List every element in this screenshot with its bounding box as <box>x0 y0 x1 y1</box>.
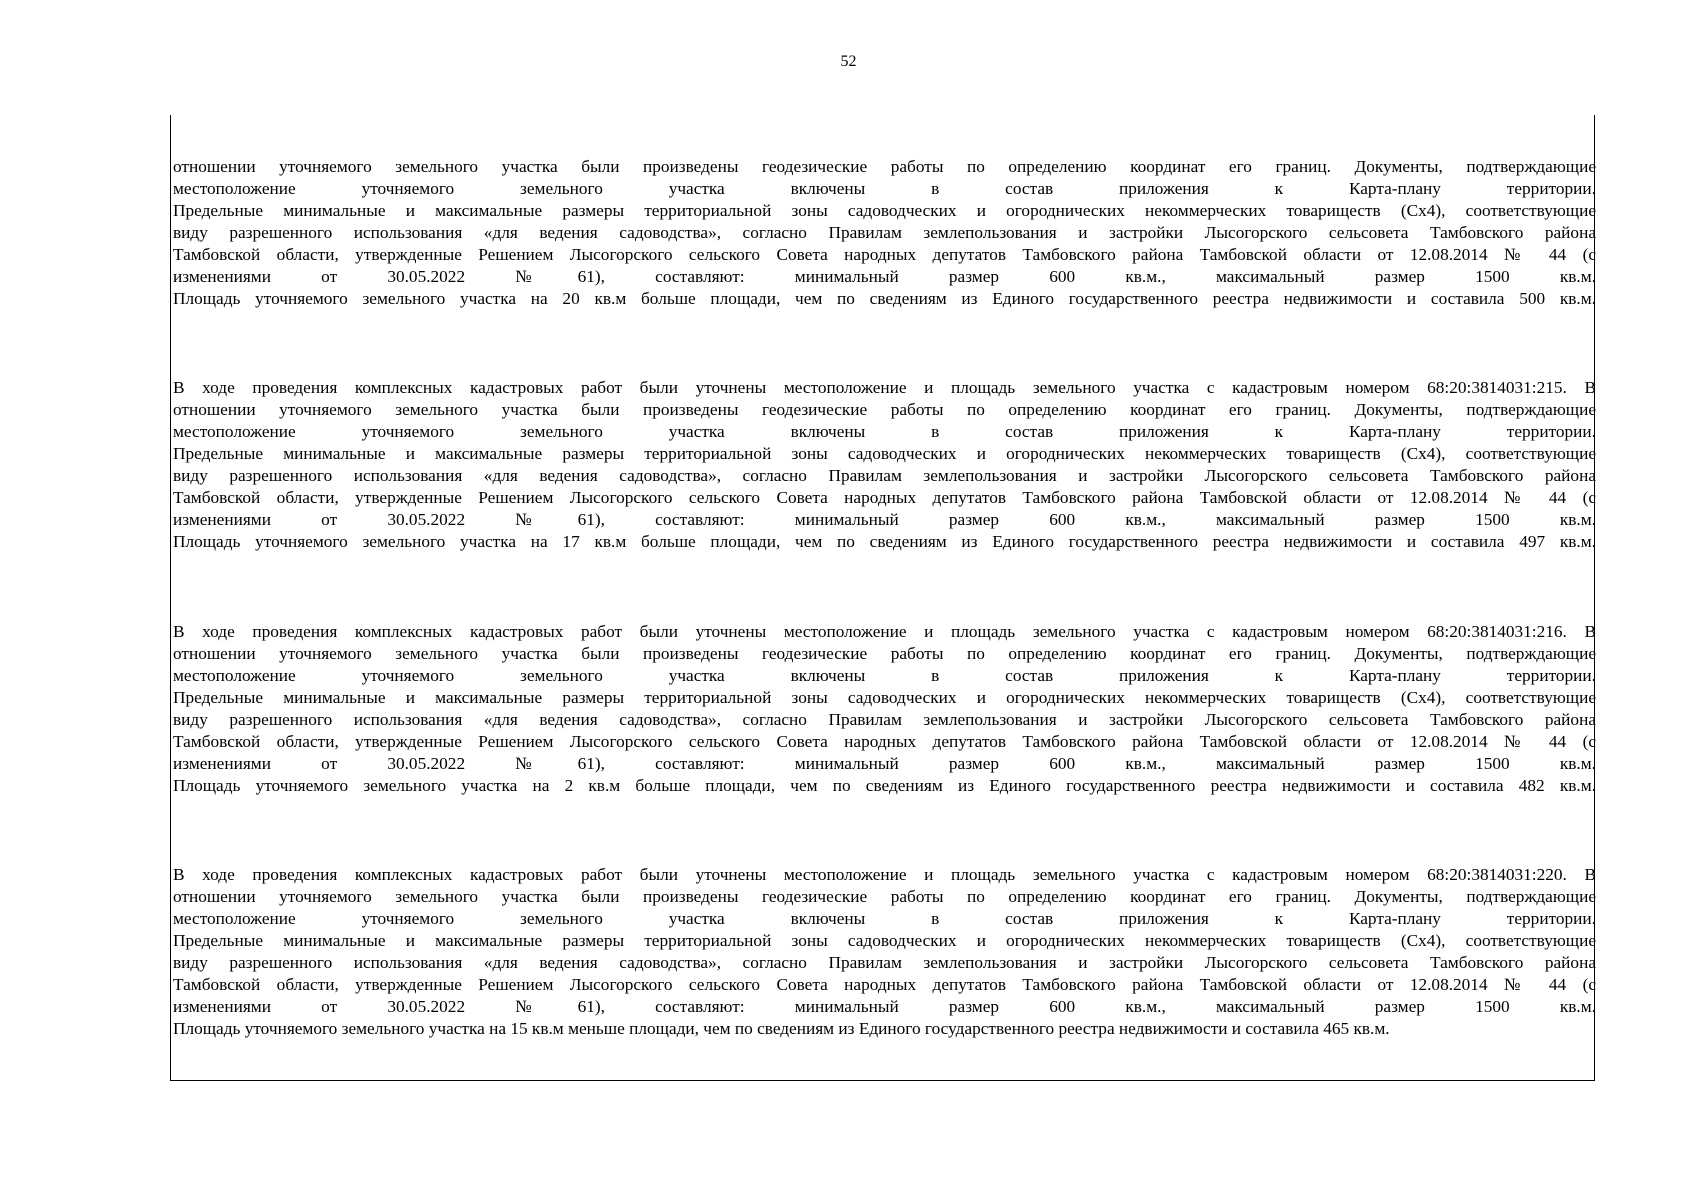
paragraph-line: виду разрешенного использования «для ведения садоводства», согласно Правилам землепользования и застройки Лысогорского сельсовета Тамбовского района <box>173 953 1596 972</box>
paragraph-line: Предельные минимальные и максимальные размеры территориальной зоны садоводческих и огороднических некоммерческих товариществ (Сх4), соответствующие <box>173 688 1596 707</box>
paragraph-line: местоположение уточняемого земельного участка включены в состав приложения к Карта-плану территории. <box>173 179 1596 198</box>
paragraph-line: изменениями от 30.05.2022 №61), составляют: минимальный размер 600 кв.м., максимальный размер 1500 кв.м. <box>173 754 1596 773</box>
paragraph-line: отношении уточняемого земельного участка были произведены геодезические работы по определению координат его границ. Документы, подтверждающие <box>173 157 1596 176</box>
paragraph-line: Площадь уточняемого земельного участка на 2 кв.м больше площади, чем по сведениям из Единого государственного реестра недвижимости и составила 482 кв.м. <box>173 776 1596 795</box>
paragraph-4 <box>173 864 1596 1040</box>
paragraph-line: изменениями от 30.05.2022 №61), составляют: минимальный размер 600 кв.м., максимальный размер 1500 кв.м. <box>173 267 1596 286</box>
paragraph-line: отношении уточняемого земельного участка были произведены геодезические работы по определению координат его границ. Документы, подтверждающие <box>173 400 1596 419</box>
paragraph-line: местоположение уточняемого земельного участка включены в состав приложения к Карта-плану территории. <box>173 422 1596 441</box>
paragraph-line: Тамбовской области, утвержденные Решением Лысогорского сельского Совета народных депутатов Тамбовского района Тамбовской области от 12.08.2014 № 44 (с <box>173 975 1596 994</box>
paragraph-line: виду разрешенного использования «для ведения садоводства», согласно Правилам землепользования и застройки Лысогорского сельсовета Тамбовского района <box>173 223 1596 242</box>
paragraph-line: Тамбовской области, утвержденные Решением Лысогорского сельского Совета народных депутатов Тамбовского района Тамбовской области от 12.08.2014 № 44 (с <box>173 488 1596 507</box>
paragraph-3 <box>173 621 1596 797</box>
paragraph-line: Предельные минимальные и максимальные размеры территориальной зоны садоводческих и огороднических некоммерческих товариществ (Сх4), соответствующие <box>173 931 1596 950</box>
paragraph-line: Площадь уточняемого земельного участка на 15 кв.м меньше площади, чем по сведениям из Единого государственного реестра недвижимости и составила 465 кв.м. <box>173 1019 1390 1038</box>
paragraph-line: Предельные минимальные и максимальные размеры территориальной зоны садоводческих и огороднических некоммерческих товариществ (Сх4), соответствующие <box>173 201 1596 220</box>
document-frame <box>170 115 1595 1081</box>
paragraph-line: местоположение уточняемого земельного участка включены в состав приложения к Карта-плану территории. <box>173 909 1596 928</box>
paragraph-line: виду разрешенного использования «для ведения садоводства», согласно Правилам землепользования и застройки Лысогорского сельсовета Тамбовского района <box>173 710 1596 729</box>
paragraph-line: изменениями от 30.05.2022 №61), составляют: минимальный размер 600 кв.м., максимальный размер 1500 кв.м. <box>173 997 1596 1016</box>
paragraph-line: Предельные минимальные и максимальные размеры территориальной зоны садоводческих и огороднических некоммерческих товариществ (Сх4), соответствующие <box>173 444 1596 463</box>
paragraph-1 <box>173 156 1596 310</box>
paragraph-line: виду разрешенного использования «для ведения садоводства», согласно Правилам землепользования и застройки Лысогорского сельсовета Тамбовского района <box>173 466 1596 485</box>
paragraph-line: Площадь уточняемого земельного участка на 17 кв.м больше площади, чем по сведениям из Единого государственного реестра недвижимости и составила 497 кв.м. <box>173 532 1596 551</box>
paragraph-line: Площадь уточняемого земельного участка на 20 кв.м больше площади, чем по сведениям из Единого государственного реестра недвижимости и составила 500 кв.м. <box>173 289 1596 308</box>
paragraph-line: изменениями от 30.05.2022 №61), составляют: минимальный размер 600 кв.м., максимальный размер 1500 кв.м. <box>173 510 1596 529</box>
paragraph-line: Тамбовской области, утвержденные Решением Лысогорского сельского Совета народных депутатов Тамбовского района Тамбовской области от 12.08.2014 № 44 (с <box>173 245 1596 264</box>
paragraph-line: отношении уточняемого земельного участка были произведены геодезические работы по определению координат его границ. Документы, подтверждающие <box>173 887 1596 906</box>
paragraph-line: местоположение уточняемого земельного участка включены в состав приложения к Карта-плану территории. <box>173 666 1596 685</box>
paragraph-line: В ходе проведения комплексных кадастровых работ были уточнены местоположение и площадь земельного участка с кадастровым номером 68:20:3814031:216. В <box>173 622 1596 641</box>
paragraph-line: Тамбовской области, утвержденные Решением Лысогорского сельского Совета народных депутатов Тамбовского района Тамбовской области от 12.08.2014 № 44 (с <box>173 732 1596 751</box>
page-number: 52 <box>840 53 857 70</box>
paragraph-line: В ходе проведения комплексных кадастровых работ были уточнены местоположение и площадь земельного участка с кадастровым номером 68:20:3814031:220. В <box>173 865 1596 884</box>
paragraph-2 <box>173 377 1596 553</box>
paragraph-line: отношении уточняемого земельного участка были произведены геодезические работы по определению координат его границ. Документы, подтверждающие <box>173 644 1596 663</box>
paragraph-line: В ходе проведения комплексных кадастровых работ были уточнены местоположение и площадь земельного участка с кадастровым номером 68:20:3814031:215. В <box>173 378 1596 397</box>
